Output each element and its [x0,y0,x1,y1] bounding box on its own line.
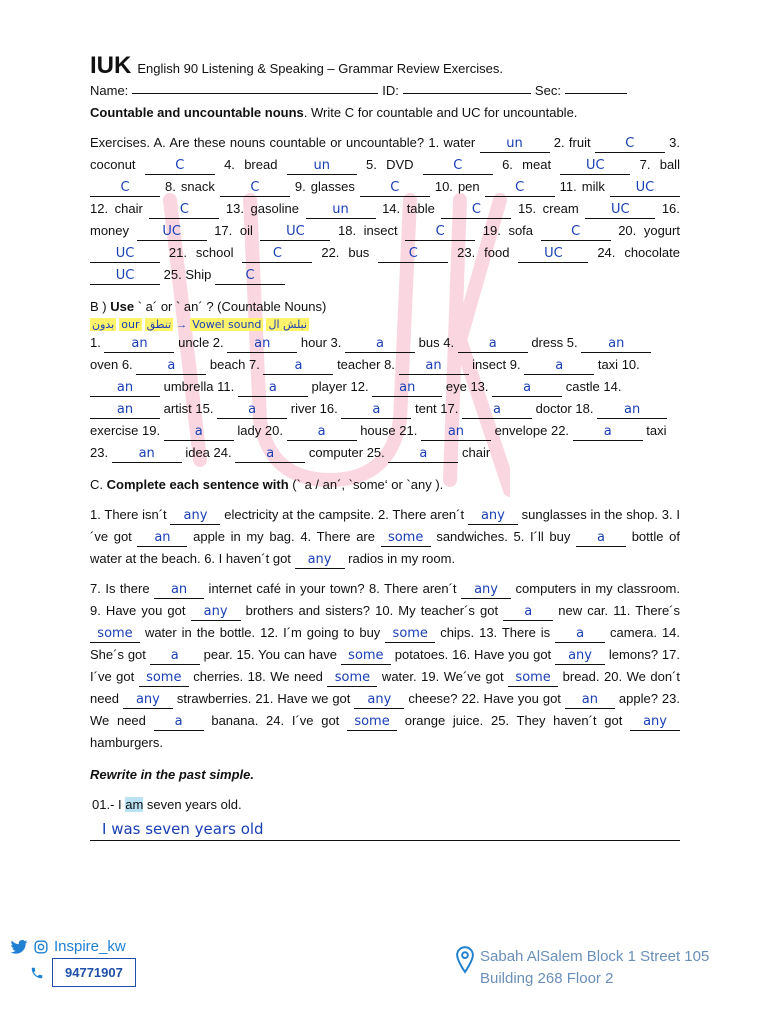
exercise-b-answer[interactable]: an [399,358,469,375]
exercise-a-number: 25. [163,267,182,282]
exercise-b-number: 5. [566,335,578,350]
exercise-b-answer[interactable]: an [421,424,491,441]
exercise-a-word: snack [180,179,215,194]
exercise-a-number: 21. [168,245,187,260]
exercise-a-answer[interactable]: UC [90,268,160,285]
exercise-b-rest: ` a´ or ` an´ ? (Countable Nouns) [134,299,327,314]
sentence-text: 4. There are [294,529,381,544]
exercise-a-word: chocolate [624,245,680,260]
address-line-1: Sabah AlSalem Block 1 Street 105 [480,948,710,965]
exercise-a-word: school [195,245,234,260]
exercise-a-number: 20. [618,223,637,238]
exercise-a-word: pen [457,179,480,194]
sentence-answer[interactable]: some [385,626,435,643]
intro-instruction [90,102,680,124]
sentence-text: 1. There isn´t [90,507,171,522]
address-line-2: Building 268 Floor 2 [480,970,614,987]
exercise-b-word: lady [237,423,262,438]
arrow-icon: → [176,319,188,331]
sentence-answer[interactable]: an [565,692,615,709]
sentence-text: potatoes. [390,647,449,662]
sentence-answer[interactable]: some [381,530,431,547]
sentence-text: new car. [553,603,609,618]
exercise-b [90,296,680,464]
sentence-text: sunglasses in the shop. [517,507,659,522]
sentence-answer[interactable]: any [468,508,518,525]
exercise-b-answer[interactable]: an [581,336,651,353]
location-pin-icon [456,946,474,974]
sentence-text: 8. There aren´t [364,581,462,596]
exercise-b-answer[interactable]: a [341,402,411,419]
exercise-b-number: 10. [621,357,640,372]
exercise-a-number: 10. [434,179,453,194]
sentence-text: 14. She´s got [90,625,681,662]
twitter-icon [10,940,28,954]
exercise-a-word: milk [581,179,605,194]
exercise-b-word: umbrella [163,379,214,394]
exercise-b-number: 16. [319,401,338,416]
sentence-text: 15. You can have [232,647,341,662]
exercise-b-answer[interactable]: a [345,336,415,353]
past-simple-heading: Rewrite in the past simple. [90,767,254,782]
footer [0,930,768,1024]
sentence-text: bottle of water at the beach. [90,529,680,566]
exercise-a-answer[interactable]: C [378,246,448,263]
exercise-b-answer[interactable]: a [238,380,308,397]
sentence-answer[interactable]: some [139,670,189,687]
sentence-answer[interactable]: some [90,626,140,643]
exercise-c-paragraph-2 [90,578,680,754]
note-arabic-1: بدون [92,318,115,331]
exercise-a-number: 8. [165,179,176,194]
sentence-answer[interactable]: any [354,692,404,709]
phone-row [30,958,136,987]
exercise-b-number: 13. [470,379,489,394]
exercise-a-answer[interactable]: C [595,136,665,153]
exercise-a-word: coconut [90,157,136,172]
worksheet [90,52,680,841]
sentence-answer[interactable]: any [123,692,173,709]
exercise-b-number: 11. [217,379,235,394]
exercise-b-answer[interactable]: a [136,358,206,375]
exercise-a-word: fruit [568,135,591,150]
exercise-b-answer[interactable]: an [90,380,160,397]
sentence-answer[interactable]: an [154,582,204,599]
sentence-answer[interactable]: some [508,670,558,687]
sentence-text: 6. I haven´t got [200,551,295,566]
exercise-a-number: 9. [294,179,306,194]
exercise-a-number: 23. [457,245,476,260]
exercise-b-number: 24. [213,445,232,460]
sentence-answer[interactable]: some [327,670,377,687]
sentence-text: 9. Have you got [90,603,191,618]
exercise-b-answer[interactable]: an [104,336,174,353]
sentence-answer[interactable]: any [630,714,680,731]
exercise-b-word: artist [163,401,192,416]
exercise-b-number: 21. [399,423,418,438]
exercise-a-word: chair [114,201,143,216]
sentence-text: strawberries. [172,691,252,706]
sentence-text: 25. They haven´t got [483,713,631,728]
exercise-b-number: 2. [212,335,224,350]
id-label: ID: [382,83,399,98]
exercise-a-answer[interactable]: UC [90,246,160,263]
exercise-b-answer[interactable]: a [458,336,528,353]
exercise-b-number: 25. [366,445,385,460]
sec-label: Sec: [534,83,561,98]
exercise-a-answer[interactable]: C [423,158,493,175]
exercise-a-word: gasoline [250,201,299,216]
sentence-answer[interactable]: any [170,508,220,525]
note-vowel-sound: Vowel sound [192,318,262,331]
exercise-a-word: Ship [185,267,212,282]
sentence-text: 2. There aren´t [374,507,468,522]
exercise-b-answer[interactable]: a [524,358,594,375]
sentence-text: sandwiches. [430,529,508,544]
iuk-logo: IUK [90,52,132,79]
exercise-a-word: insect [363,223,398,238]
sentence-text: 12. I´m going to buy [255,625,386,640]
exercise-b-answer[interactable]: an [372,380,442,397]
exercise-a-word: oil [239,223,253,238]
exercise-b-number: 19. [142,423,161,438]
exercise-a-number: 6. [502,157,513,172]
sentence-text: 22. Have you got [457,691,565,706]
exercise-a-word: water [443,135,476,150]
exercise-b-word: oven [90,357,119,372]
sentence-text: cherries. [188,669,244,684]
exercise-b-number: 22. [550,423,570,438]
student-info-row [90,80,680,102]
sentence-text: 10. My teacher´s got [370,603,504,618]
sentence-answer[interactable]: any [191,604,241,621]
sentence-text: 23. We need [90,691,680,728]
sentence-answer[interactable]: a [555,626,605,643]
exercise-a-word: ball [659,157,680,172]
exercise-b-word: exercise [90,423,139,438]
exercise-a-answer[interactable]: C [541,224,611,241]
exercise-a-answer[interactable]: UC [260,224,330,241]
sentence-text: orange juice. [397,713,484,728]
exercise-b-word: insect [472,357,507,372]
exercise-b-word: tent [414,401,437,416]
sentence-text: internet café in your town? [204,581,365,596]
sentence-text: hamburgers. [90,735,163,750]
example-pre: 01.- I [92,797,126,812]
sentence-text: 19. We´ve got [416,669,509,684]
exercise-b-letter: B ) [90,299,111,314]
worksheet-title: English 90 Listening & Speaking – Grammar Review Exercises. [137,61,503,76]
intro-rest: . Write C for countable and UC for uncountable. [303,105,578,120]
exercise-a-answer[interactable]: UC [560,158,630,175]
exercise-b-answer[interactable]: a [492,380,562,397]
intro-bold: Countable and uncountable nouns [90,105,304,120]
exercise-c-paragraph-1 [90,504,680,570]
exercise-a-answer[interactable]: C [90,180,160,197]
exercise-b-number: 4. [443,335,455,350]
exercise-c-rest: (` a / an´, `some‘ or `any ). [288,477,444,492]
exercise-b-word: player [311,379,347,394]
exercise-b-word: chair [462,445,491,460]
sentence-answer[interactable]: a [154,714,204,731]
exercise-b-number: 17. [440,401,459,416]
address-block [456,946,709,990]
exercise-a-answer[interactable]: C [405,224,475,241]
exercise-b-answer[interactable]: a [164,424,234,441]
exercise-a-number: 13. [225,201,244,216]
exercise-a [90,132,680,286]
exercise-a-word: sofa [508,223,534,238]
exercise-b-answer[interactable]: a [462,402,532,419]
exercise-a-answer[interactable]: C [149,202,219,219]
name-label: Name: [90,83,129,98]
sentence-text: apple? [614,691,658,706]
exercise-b-number: 1. [90,335,101,350]
exercise-b-answer[interactable]: an [112,446,182,463]
exercise-a-answer[interactable]: un [287,158,357,175]
exercise-b-answer[interactable]: a [287,424,357,441]
exercise-a-answer[interactable]: C [145,158,215,175]
phone-number[interactable]: 94771907 [52,958,136,987]
exercise-b-word: beach [209,357,246,372]
sentence-text: 5. I´ll buy [507,529,577,544]
exercise-a-number: 19. [482,223,501,238]
example-post: seven years old. [143,797,242,812]
exercise-b-number: 7. [248,357,260,372]
sentence-text: apple in my bag. [187,529,295,544]
exercise-a-number: 5. [365,157,377,172]
sentence-text: 24. I´ve got [258,713,348,728]
exercise-b-number: 15. [195,401,214,416]
sentence-answer[interactable]: some [347,714,397,731]
exercise-a-number: 16. [661,201,680,216]
exercise-b-word: hour [300,335,327,350]
sentence-text: water. [377,669,417,684]
sentence-text: 20. We don´t need [90,669,680,706]
exercise-a-number: 18. [338,223,357,238]
exercise-a-answer[interactable]: C [242,246,312,263]
sentence-text: banana. [203,713,259,728]
exercise-b-answer[interactable]: a [388,446,458,463]
exercise-b-number: 14. [603,379,622,394]
exercise-b-answer[interactable]: an [90,402,160,419]
id-field[interactable] [403,80,531,94]
exercise-a-lead: Exercises. A. Are these nouns countable or uncountable? [90,135,425,150]
exercise-b-word: teacher [337,357,381,372]
note-arabic-3: نبلش ال [268,318,308,331]
exercise-a-word: yogurt [643,223,680,238]
exercise-b-word: computer [308,445,364,460]
exercise-b-items [90,332,680,464]
exercise-a-number: 12. [90,201,109,216]
instagram-icon [34,940,48,954]
exercise-a-answer[interactable]: C [441,202,511,219]
exercise-a-number: 15. [517,201,537,216]
sentence-text: brothers and sisters? [240,603,371,618]
exercise-a-word: DVD [386,157,414,172]
exercise-a-answer[interactable]: un [306,202,376,219]
exercise-a-answer[interactable]: C [215,268,285,285]
sentence-answer[interactable]: a [503,604,553,621]
name-field[interactable] [132,80,378,94]
sentence-text: camera. [605,625,657,640]
exercise-a-answer[interactable]: UC [518,246,588,263]
exercise-a-word: bread [244,157,278,172]
exercise-a-number: 22. [321,245,340,260]
sentence-text: 16. Have you got [448,647,556,662]
exercise-a-answer[interactable]: UC [610,180,680,197]
exercise-a-number: 3. [669,135,680,150]
exercise-a-word: table [406,201,435,216]
exercise-b-answer[interactable]: a [217,402,287,419]
sentence-text: 18. We need [243,669,328,684]
sentence-text: 13. There is [474,625,556,640]
sentence-text: electricity at the campsite. [220,507,375,522]
exercise-b-word: eye [445,379,467,394]
exercise-a-number: 7. [639,157,651,172]
sentence-answer[interactable]: any [461,582,511,599]
exercise-a-answer[interactable]: C [220,180,290,197]
exercise-b-word: doctor [535,401,572,416]
sentence-answer[interactable]: a [576,530,626,547]
exercise-a-answer[interactable]: C [485,180,555,197]
exercise-a-number: 4. [224,157,235,172]
exercise-a-number: 1. [428,135,440,150]
exercise-b-use: Use [110,299,135,314]
sentence-text: bread. [558,669,600,684]
exercise-c [90,474,680,754]
exercise-b-word: taxi [597,357,619,372]
example-highlight: am [125,797,144,812]
exercise-a-word: glasses [310,179,355,194]
exercise-a-word: meat [522,157,552,172]
exercise-b-number: 18. [575,401,594,416]
sentence-text: 11. There´s [608,603,680,618]
exercise-b-word: taxi [646,423,667,438]
exercise-b-number: 23. [90,445,109,460]
exercise-b-word: uncle [178,335,210,350]
exercise-a-number: 11. [559,179,577,194]
exercise-b-answer[interactable]: an [597,402,667,419]
address-text [480,946,709,990]
exercise-b-word: castle [565,379,600,394]
sentence-text: radios in my room. [344,551,456,566]
sec-field[interactable] [565,80,627,94]
sentence-text: cheese? [404,691,458,706]
exercise-a-number: 2. [553,135,565,150]
exercise-a-answer[interactable]: UC [585,202,655,219]
exercise-b-number: 20. [264,423,283,438]
note-arabic-2: تنطق [146,318,172,331]
title-row [90,52,680,80]
sentence-text: pear. [199,647,233,662]
phone-icon [30,966,44,980]
exercise-b-number: 9. [509,357,521,372]
exercise-b-instruction [90,296,680,318]
handwritten-notes [90,318,680,332]
exercise-a-answer[interactable]: un [480,136,550,153]
sentence-answer[interactable]: some [341,648,391,665]
exercise-b-number: 8. [384,357,395,372]
sentence-text: water in the bottle. [140,625,256,640]
exercise-b-number: 12. [350,379,369,394]
past-simple-answer[interactable]: I was seven years old [90,818,680,841]
exercise-b-word: dress [531,335,564,350]
exercise-c-instruction [90,474,680,496]
sentence-text: chips. [435,625,475,640]
exercise-a-number: 17. [214,223,233,238]
exercise-a-word: bus [348,245,370,260]
exercise-b-answer[interactable]: an [227,336,297,353]
exercise-a-word: money [90,223,130,238]
exercise-b-word: idea [185,445,210,460]
sentence-answer[interactable]: any [555,648,605,665]
exercise-a-number: 24. [597,245,616,260]
exercise-b-answer[interactable]: a [573,424,643,441]
exercise-b-word: house [360,423,396,438]
exercise-b-answer[interactable]: a [235,446,305,463]
past-simple-example [90,794,680,816]
social-handle[interactable] [10,938,126,955]
sentence-answer[interactable]: any [295,552,345,569]
exercise-b-word: envelope [494,423,548,438]
sentence-text: lemons? [605,647,659,662]
sentence-text: 3. I´ve got [90,507,681,544]
exercise-a-word: cream [542,201,579,216]
social-handle-text: Inspire_kw [54,938,126,955]
sentence-text: 7. Is there [90,581,155,596]
exercise-b-answer[interactable]: a [263,358,333,375]
sentence-answer[interactable]: a [150,648,200,665]
sentence-answer[interactable]: an [137,530,187,547]
exercise-a-number: 14. [382,201,401,216]
sentence-text: 17. I´ve got [90,647,681,684]
exercise-b-word: bus [418,335,440,350]
exercise-b-number: 6. [121,357,133,372]
exercise-c-bold: Complete each sentence with [106,477,289,492]
exercise-a-answer[interactable]: UC [137,224,207,241]
exercise-a-word: food [484,245,510,260]
exercise-b-word: river [290,401,317,416]
exercise-b-number: 3. [330,335,342,350]
sentence-text: computers in my classroom. [511,581,680,596]
note-our: our [121,318,140,331]
sentence-text: 21. Have we got [251,691,355,706]
exercise-a-answer[interactable]: C [360,180,430,197]
exercise-c-letter: C. [90,477,107,492]
